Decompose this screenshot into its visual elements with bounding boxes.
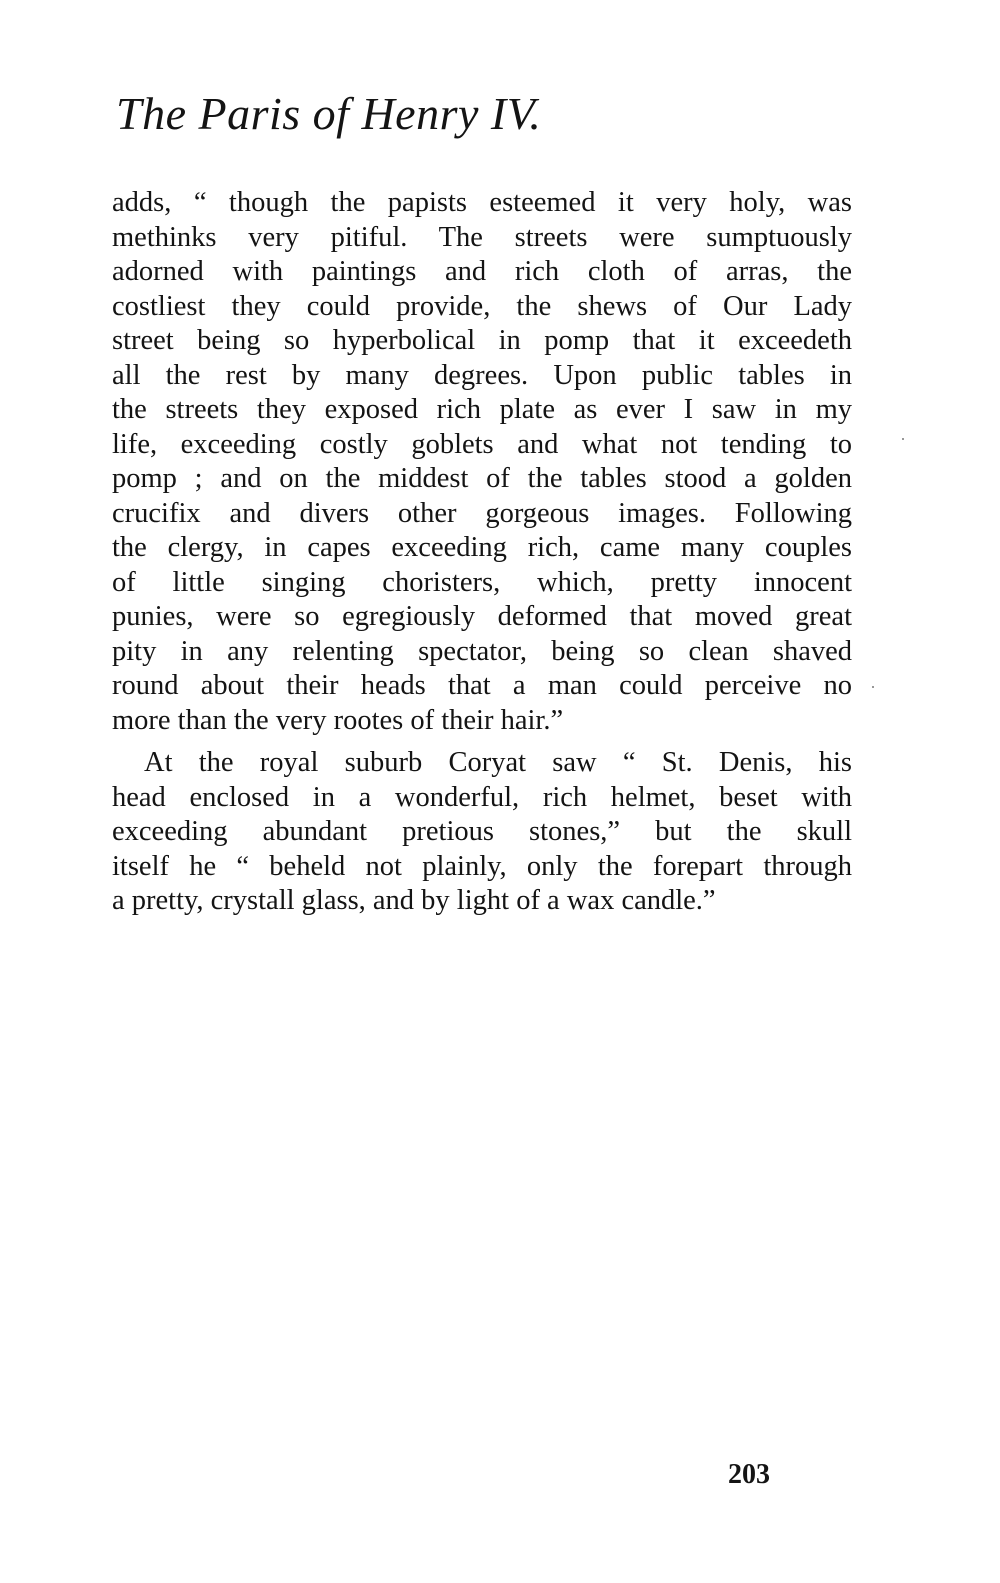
- text-line: adorned with paintings and rich cloth of arras, the: [112, 256, 852, 287]
- text-line: street being so hyperbolical in pomp that it exceedeth: [112, 325, 852, 356]
- text-line: costliest they could provide, the shews of Our Lady: [112, 290, 852, 322]
- text-line: methinks very pitiful. The streets were sumptuously: [112, 221, 852, 253]
- text-line: pomp ; and on the middest of the tables stood a golden: [112, 463, 852, 494]
- text-line: the clergy, in capes exceeding rich, came many couples: [112, 532, 852, 563]
- paragraph-2: [112, 746, 852, 919]
- text-line: life, exceeding costly goblets and what not tending to: [112, 428, 852, 460]
- text-line: exceeding abundant pretious stones,” but the skull: [112, 816, 852, 847]
- page-number: 203: [728, 1459, 770, 1490]
- text-line: adds, “ though the papists esteemed it very holy, was: [112, 187, 852, 218]
- body-text: [112, 186, 852, 919]
- running-head: The Paris of Henry IV.: [116, 88, 542, 139]
- text-line: round about their heads that a man could perceive no: [112, 670, 852, 701]
- text-line: all the rest by many degrees. Upon public tables in: [112, 359, 852, 391]
- paragraph-gap: [112, 738, 852, 746]
- text-line: more than the very rootes of their hair.”: [112, 704, 564, 736]
- text-line: pity in any relenting spectator, being so clean shaved: [112, 635, 852, 667]
- text-line: the streets they exposed rich plate as ever I saw in my: [112, 394, 852, 425]
- text-line: head enclosed in a wonderful, rich helmet, beset with: [112, 781, 852, 813]
- text-line: itself he “ beheld not plainly, only the forepart through: [112, 850, 852, 882]
- text-line: punies, were so egregiously deformed that moved great: [112, 601, 852, 632]
- text-line: a pretty, crystall glass, and by light of a wax candle.”: [112, 885, 716, 916]
- text-line: crucifix and divers other gorgeous images. Following: [112, 497, 852, 529]
- text-line: of little singing choristers, which, pretty innocent: [112, 566, 852, 598]
- scan-speck: [902, 438, 904, 440]
- paragraph-1: [112, 186, 852, 738]
- scan-speck: [872, 686, 874, 688]
- text-line: At the royal suburb Coryat saw “ St. Denis, his: [144, 747, 852, 778]
